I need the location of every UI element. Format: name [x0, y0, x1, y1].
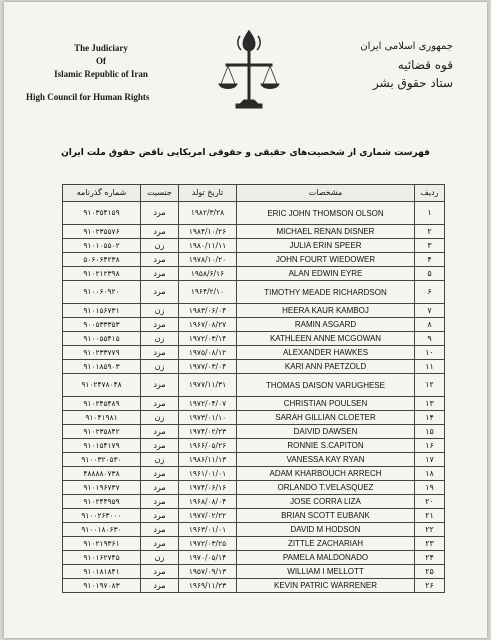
letterhead-fa-council: ستاد حقوق بشر: [373, 76, 453, 90]
cell-row-number: ۱۹: [415, 481, 445, 495]
cell-row-number: ۲۱: [415, 509, 445, 523]
sanctions-table: [62, 184, 445, 593]
cell-passport: ۹۱۰۲۳۳۷۷۹: [63, 346, 141, 360]
cell-dob: ۱۹۷۸/۱۰/۲۰: [179, 253, 237, 267]
cell-name: PAMELA MALDONADO: [237, 551, 415, 565]
cell-name: BRIAN SCOTT EUBANK: [237, 509, 415, 523]
cell-passport: ۹۱۰۲۳۵۸۴۲: [63, 425, 141, 439]
cell-dob: ۱۹۸۶/۱۱/۱۳: [179, 453, 237, 467]
cell-gender: مرد: [141, 579, 179, 593]
cell-name: ORLANDO T.VELASQUEZ: [237, 481, 415, 495]
cell-gender: مرد: [141, 495, 179, 509]
cell-passport: ۹۱۰۱۵۴۱۷۹: [63, 439, 141, 453]
table-row: [63, 467, 445, 481]
table-row: [63, 495, 445, 509]
cell-dob: ۱۹۸۳/۰۶/۰۴: [179, 304, 237, 318]
cell-name: CHRISTIAN POULSEN: [237, 397, 415, 411]
cell-dob: ۱۹۷۲/۰۴/۰۷: [179, 397, 237, 411]
letterhead-fa-republic: جمهوری اسلامی ایران: [360, 41, 453, 52]
cell-name: JOHN FOURT WIEDOWER: [237, 253, 415, 267]
table-row: [63, 374, 445, 397]
table-row: [63, 551, 445, 565]
cell-passport: ۹۱۰۰۳۲۰۵۳۰: [63, 453, 141, 467]
cell-name: THOMAS DAISON VARUGHESE: [237, 374, 415, 397]
cell-row-number: ۷: [415, 304, 445, 318]
col-header-name: مشخصات: [237, 185, 415, 202]
cell-dob: ۱۹۸۲/۳/۲۸: [179, 202, 237, 225]
letterhead-country: Islamic Republic of Iran: [54, 69, 148, 79]
document-page: [4, 2, 487, 638]
cell-gender: مرد: [141, 281, 179, 304]
table-row: [63, 225, 445, 239]
cell-dob: ۱۹۶۸/۰۸/۰۴: [179, 495, 237, 509]
cell-dob: ۱۹۷۲/۰۳/۲۵: [179, 537, 237, 551]
cell-passport: ۹۱۰۰۵۵۴۱۵: [63, 332, 141, 346]
table-row: [63, 439, 445, 453]
letterhead-of: Of: [96, 56, 106, 66]
cell-gender: مرد: [141, 439, 179, 453]
cell-dob: ۱۹۶۶/۰۵/۲۶: [179, 439, 237, 453]
table-row: [63, 304, 445, 318]
cell-passport: ۹۱۰۰۱۸۰۶۳۰: [63, 523, 141, 537]
cell-row-number: ۳: [415, 239, 445, 253]
cell-passport: ۹۱۰۱۶۲۷۴۵: [63, 551, 141, 565]
cell-dob: ۱۹۷۵/۰۸/۱۲: [179, 346, 237, 360]
cell-row-number: ۱۲: [415, 374, 445, 397]
cell-passport: ۹۱۰۱۰۵۵۰۲: [63, 239, 141, 253]
cell-passport: ۹۱۰۲۳۵۵۷۶: [63, 225, 141, 239]
cell-passport: ۹۱۰۰۲۶۳۰۰۰: [63, 509, 141, 523]
cell-row-number: ۱۷: [415, 453, 445, 467]
cell-gender: زن: [141, 453, 179, 467]
cell-name: ADAM KHARBOUCH ARRECH: [237, 467, 415, 481]
cell-dob: ۱۹۵۷/۰۹/۱۳: [179, 565, 237, 579]
col-header-row: ردیف: [415, 185, 445, 202]
cell-passport: ۹۱۰۲۱۲۳۹۸: [63, 267, 141, 281]
cell-row-number: ۱۱: [415, 360, 445, 374]
cell-passport: ۴۸۸۸۸۰۷۳۸: [63, 467, 141, 481]
cell-row-number: ۴: [415, 253, 445, 267]
cell-gender: مرد: [141, 537, 179, 551]
cell-passport: ۹۱۰۳۵۴۱۵۹: [63, 202, 141, 225]
cell-passport: ۹۱۰۲۴۵۴۸۹: [63, 397, 141, 411]
cell-name: RONNIE S.CAPITON: [237, 439, 415, 453]
table-row: [63, 332, 445, 346]
table-row: [63, 239, 445, 253]
cell-name: ALAN EDWIN EYRE: [237, 267, 415, 281]
cell-passport: ۹۱۰۰۶۰۹۲۰: [63, 281, 141, 304]
cell-dob: ۱۹۸۰/۱۱/۱۱: [179, 239, 237, 253]
letterhead-fa-judiciary: قوه قضائیه: [397, 58, 453, 72]
cell-dob: ۱۹۷۰/۰۵/۱۴: [179, 551, 237, 565]
col-header-dob: تاریخ تولد: [179, 185, 237, 202]
cell-dob: ۱۹۷۴/۰۶/۱۶: [179, 481, 237, 495]
cell-passport: ۹۱۰۲۴۷۸۰۴۸: [63, 374, 141, 397]
cell-row-number: ۶: [415, 281, 445, 304]
cell-dob: ۱۹۶۹/۱۱/۲۳: [179, 579, 237, 593]
cell-name: ALEXANDER HAWKES: [237, 346, 415, 360]
cell-passport: ۹۱۰۴۱۹۸۱: [63, 411, 141, 425]
cell-name: KEVIN PATRIC WARRENER: [237, 579, 415, 593]
cell-passport: ۵۰۶۰۶۴۲۳۸: [63, 253, 141, 267]
cell-name: MICHAEL RENAN DISNER: [237, 225, 415, 239]
cell-row-number: ۱: [415, 202, 445, 225]
cell-passport: ۹۱۰۲۱۹۳۶۱: [63, 537, 141, 551]
cell-row-number: ۲۶: [415, 579, 445, 593]
cell-row-number: ۸: [415, 318, 445, 332]
cell-gender: مرد: [141, 267, 179, 281]
cell-row-number: ۲۳: [415, 537, 445, 551]
cell-row-number: ۱۰: [415, 346, 445, 360]
table-header-row: [63, 185, 445, 202]
letterhead-judiciary: The Judiciary: [74, 43, 128, 53]
cell-dob: ۱۹۵۸/۶/۱۶: [179, 267, 237, 281]
table-row: [63, 453, 445, 467]
cell-row-number: ۲۵: [415, 565, 445, 579]
cell-dob: ۱۹۸۴/۱۰/۲۶: [179, 225, 237, 239]
cell-name: VANESSA KAY RYAN: [237, 453, 415, 467]
table-row: [63, 411, 445, 425]
cell-dob: ۱۹۷۷/۱۱/۳۱: [179, 374, 237, 397]
table-row: [63, 253, 445, 267]
col-header-gender: جنسیت: [141, 185, 179, 202]
table-row: [63, 202, 445, 225]
cell-row-number: ۱۶: [415, 439, 445, 453]
cell-name: RAMIN ASGARD: [237, 318, 415, 332]
cell-passport: ۹۱۰۱۹۷۰۸۳: [63, 579, 141, 593]
cell-gender: مرد: [141, 523, 179, 537]
cell-name: SARAH GILLIAN CLOETER: [237, 411, 415, 425]
table-row: [63, 360, 445, 374]
cell-row-number: ۲۴: [415, 551, 445, 565]
cell-gender: مرد: [141, 425, 179, 439]
cell-name: KARI ANN PAETZOLD: [237, 360, 415, 374]
cell-name: ZITTLE ZACHARIAH: [237, 537, 415, 551]
cell-gender: مرد: [141, 565, 179, 579]
table-row: [63, 425, 445, 439]
cell-name: KATHLEEN ANNE MCGOWAN: [237, 332, 415, 346]
table-row: [63, 267, 445, 281]
emblem-scales-of-justice-icon: [216, 24, 282, 116]
cell-row-number: ۲۰: [415, 495, 445, 509]
cell-gender: مرد: [141, 467, 179, 481]
cell-dob: ۱۹۶۴/۲/۱۰: [179, 281, 237, 304]
cell-dob: ۱۹۷۷/۰۲/۲۲: [179, 509, 237, 523]
table-row: [63, 397, 445, 411]
table-row: [63, 579, 445, 593]
cell-row-number: ۱۸: [415, 467, 445, 481]
cell-name: ERIC JOHN THOMSON OLSON: [237, 202, 415, 225]
table-row: [63, 346, 445, 360]
cell-gender: زن: [141, 411, 179, 425]
cell-gender: مرد: [141, 374, 179, 397]
table-row: [63, 318, 445, 332]
cell-passport: ۹۰۰۵۳۳۳۵۳: [63, 318, 141, 332]
cell-gender: مرد: [141, 346, 179, 360]
cell-gender: زن: [141, 239, 179, 253]
cell-passport: ۹۱۰۱۸۵۹۰۳: [63, 360, 141, 374]
table-body: [63, 202, 445, 593]
cell-gender: مرد: [141, 202, 179, 225]
cell-name: TIMOTHY MEADE RICHARDSON: [237, 281, 415, 304]
cell-gender: مرد: [141, 225, 179, 239]
table-row: [63, 509, 445, 523]
cell-passport: ۹۱۰۱۵۶۷۳۱: [63, 304, 141, 318]
cell-dob: ۱۹۷۷/۰۳/۰۴: [179, 360, 237, 374]
cell-row-number: ۱۵: [415, 425, 445, 439]
cell-name: DAIVID DAWSEN: [237, 425, 415, 439]
cell-gender: زن: [141, 332, 179, 346]
cell-dob: ۱۹۶۱/۰۱/۰۱: [179, 467, 237, 481]
cell-name: WILLIAM I MELLOTT: [237, 565, 415, 579]
col-header-passport: شماره گذرنامه: [63, 185, 141, 202]
cell-gender: مرد: [141, 253, 179, 267]
cell-row-number: ۵: [415, 267, 445, 281]
cell-row-number: ۹: [415, 332, 445, 346]
table-row: [63, 565, 445, 579]
cell-dob: ۱۹۶۷/۰۸/۲۷: [179, 318, 237, 332]
cell-dob: ۱۹۶۳/۰۱/۰۱: [179, 523, 237, 537]
cell-gender: زن: [141, 304, 179, 318]
table-row: [63, 481, 445, 495]
table-row: [63, 281, 445, 304]
cell-dob: ۱۹۷۳/۰۱/۱۰: [179, 411, 237, 425]
persian-letterhead: [313, 38, 453, 92]
table-row: [63, 523, 445, 537]
cell-name: JOSE CORRA LIZA: [237, 495, 415, 509]
cell-gender: مرد: [141, 318, 179, 332]
table-row: [63, 537, 445, 551]
cell-gender: زن: [141, 360, 179, 374]
cell-name: DAVID M HODSON: [237, 523, 415, 537]
cell-gender: مرد: [141, 481, 179, 495]
cell-dob: ۱۹۷۴/۰۲/۲۳: [179, 425, 237, 439]
cell-gender: زن: [141, 551, 179, 565]
cell-dob: ۱۹۷۲/۰۳/۱۴: [179, 332, 237, 346]
english-letterhead: [26, 42, 176, 104]
list-title: فهرست شماری از شخصیت‌های حقیقی و حقوقی امریکایی ناقض حقوق ملت ایران: [61, 148, 430, 158]
cell-gender: مرد: [141, 509, 179, 523]
cell-passport: ۹۱۰۲۴۴۹۵۹: [63, 495, 141, 509]
cell-row-number: ۲۲: [415, 523, 445, 537]
cell-row-number: ۱۴: [415, 411, 445, 425]
cell-passport: ۹۱۰۱۸۱۸۴۱: [63, 565, 141, 579]
cell-gender: مرد: [141, 397, 179, 411]
cell-row-number: ۲: [415, 225, 445, 239]
letterhead-council: High Council for Human Rights: [26, 92, 150, 102]
cell-row-number: ۱۳: [415, 397, 445, 411]
cell-name: HEERA KAUR KAMBOJ: [237, 304, 415, 318]
cell-passport: ۹۱۰۱۹۶۷۳۷: [63, 481, 141, 495]
cell-name: JULIA ERIN SPEER: [237, 239, 415, 253]
